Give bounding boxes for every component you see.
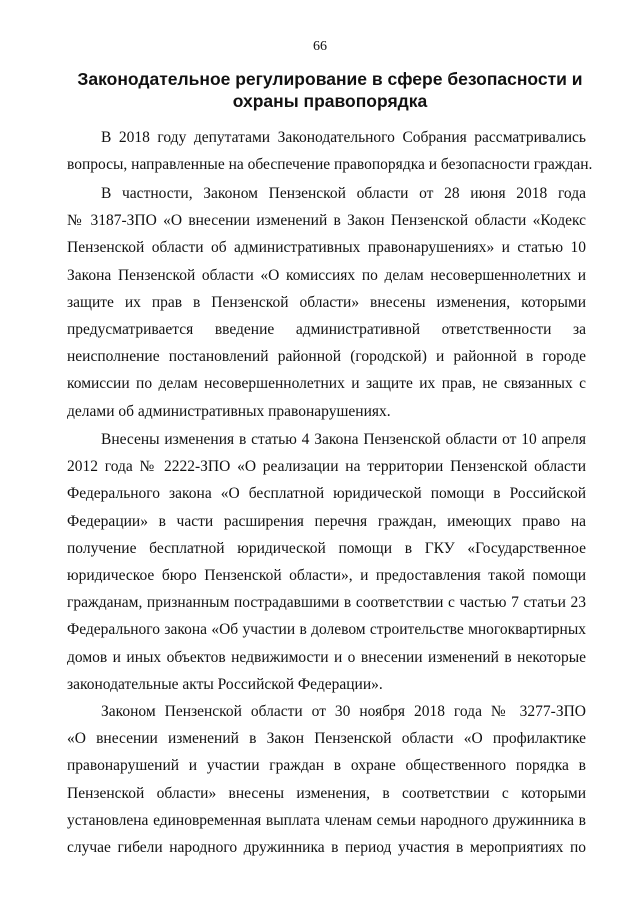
paragraph-line: случае гибели народного дружинника в период участия в мероприятиях по [67, 838, 586, 856]
section-heading-line-2: охраны правопорядка [232, 91, 428, 111]
paragraph-line: Пензенской области об административных правонарушениях» и статью 10 [67, 239, 586, 257]
paragraph-line: комиссии по делам несовершеннолетних и защите их прав, не связанных с [67, 375, 586, 393]
paragraph-line: предусматривается введение административной ответственности за [67, 320, 586, 338]
paragraph-line: «О внесении изменений в Закон Пензенской области «О профилактике [67, 730, 586, 748]
paragraph-line: Пензенской области» внесены изменения, в соответствии с которыми [67, 784, 586, 802]
paragraph-2 [67, 180, 586, 425]
section-heading [60, 68, 600, 112]
section-heading-line-1: Законодательное регулирование в сфере безопасности и [77, 69, 583, 89]
paragraph-line: гражданам, признанным пострадавшими в соответствии с частью 7 статьи 23 [67, 594, 586, 612]
paragraph-line: получение бесплатной юридической помощи в ГКУ «Государственное [67, 539, 586, 557]
paragraph-line: законодательные акты Российской Федерации». [67, 675, 383, 693]
paragraph-line: правонарушений и участии граждан в охране общественного порядка в [67, 757, 586, 775]
paragraph-line: В 2018 году депутатами Законодательного Собрания рассматривались [101, 129, 586, 146]
paragraph-line: Федерального закона «Об участии в долевом строительстве многоквартирных [67, 621, 586, 639]
paragraph-line: № 3187-ЗПО «О внесении изменений в Закон Пензенской области «Кодекс [67, 212, 586, 230]
paragraph-line: Федерации» в части расширения перечня граждан, имеющих право на [67, 512, 586, 530]
paragraph-line: Федерального закона «О бесплатной юридической помощи в Российской [67, 485, 586, 503]
paragraph-line: 2012 года № 2222-ЗПО «О реализации на территории Пензенской области [67, 458, 586, 476]
paragraph-line: В частности, Законом Пензенской области от 28 июня 2018 года [101, 185, 586, 202]
paragraph-line: установлена единовременная выплата членам семьи народного дружинника в [67, 811, 586, 829]
paragraph-line: домов и иных объектов недвижимости и о внесении изменений в некоторые [67, 648, 586, 666]
paragraph-line: Законом Пензенской области от 30 ноября 2018 года № 3277-ЗПО [101, 703, 586, 720]
page-number: 66 [313, 39, 327, 54]
paragraph-1 [67, 124, 593, 178]
paragraph-line: защите их прав в Пензенской области» внесены изменения, которыми [67, 293, 586, 311]
paragraph-line: неисполнение постановлений районной (городской) и районной в городе [67, 348, 586, 366]
paragraph-line: Внесены изменения в статью 4 Закона Пензенской области от 10 апреля [101, 431, 586, 448]
paragraph-4 [67, 698, 586, 861]
paragraph-line: Закона Пензенской области «О комиссиях по делам несовершеннолетних и [67, 266, 586, 284]
paragraph-line: вопросы, направленные на обеспечение правопорядка и безопасности граждан. [67, 156, 593, 174]
paragraph-3 [67, 426, 586, 698]
paragraph-line: делами об административных правонарушениях. [67, 402, 391, 420]
paragraph-line: юридическое бюро Пензенской области», и предоставления такой помощи [67, 566, 586, 584]
